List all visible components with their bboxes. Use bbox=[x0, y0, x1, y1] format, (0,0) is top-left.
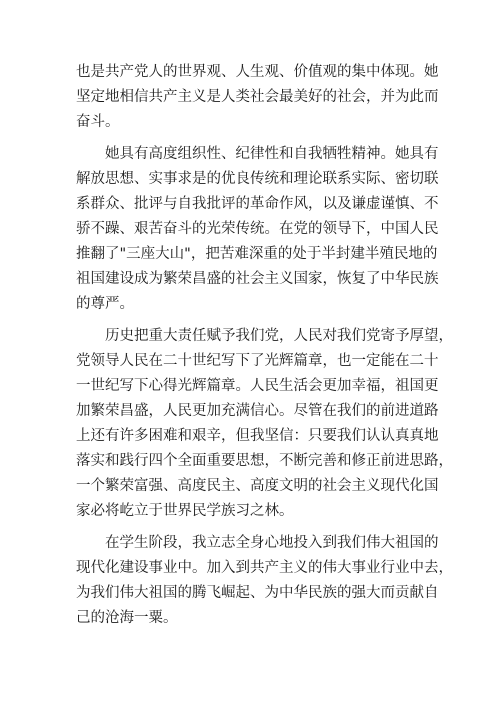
paragraph-line: 一个繁荣富强、高度民主、高度文明的社会主义现代化国 bbox=[76, 478, 439, 494]
paragraph-1 bbox=[76, 60, 439, 135]
paragraph-line: 上还有许多困难和艰辛，但我坚信：只要我们认认真真地 bbox=[76, 428, 439, 444]
document-body bbox=[76, 60, 453, 631]
paragraph-line: 历史把重大责任赋予我们党，人民对我们党寄予厚望， bbox=[105, 328, 453, 344]
paragraph-line: 推翻了"三座大山"，把苦难深重的处于半封建半殖民地的 bbox=[76, 246, 438, 262]
paragraph-4 bbox=[76, 531, 453, 631]
paragraph-line: 奋斗。 bbox=[76, 114, 120, 130]
paragraph-line: 也是共产党人的世界观、人生观、价值观的集中体现。她 bbox=[76, 64, 439, 80]
paragraph-line: 系群众、批评与自我批评的革命作风，以及谦虚谨慎、不 bbox=[76, 196, 439, 212]
paragraph-line: 为我们伟大祖国的腾飞崛起、为中华民族的强大而贡献自 bbox=[76, 585, 439, 601]
paragraph-line: 在学生阶段，我立志全身心地投入到我们伟大祖国的 bbox=[105, 535, 439, 551]
paragraph-line: 的尊严。 bbox=[76, 296, 134, 312]
paragraph-line: 现代化建设事业中。加入到共产主义的伟大事业行业中去， bbox=[76, 560, 453, 576]
paragraph-line: 己的沧海一粟。 bbox=[76, 610, 178, 626]
paragraph-2 bbox=[76, 142, 439, 317]
paragraph-line: 她具有高度组织性、纪律性和自我牺牲精神。她具有 bbox=[105, 146, 439, 162]
paragraph-line: 解放思想、实事求是的优良传统和理论联系实际、密切联 bbox=[76, 171, 439, 187]
paragraph-line: 党领导人民在二十世纪写下了光辉篇章，也一定能在二十 bbox=[76, 353, 439, 369]
paragraph-line: 家必将屹立于世界民学族习之林。 bbox=[76, 503, 294, 519]
paragraph-line: 加繁荣昌盛，人民更加充满信心。尽管在我们的前进道路 bbox=[76, 403, 439, 419]
paragraph-line: 落实和践行四个全面重要思想，不断完善和修正前进思路， bbox=[76, 453, 453, 469]
paragraph-line: 骄不躁、艰苦奋斗的光荣传统。在党的领导下，中国人民 bbox=[76, 221, 439, 237]
paragraph-line: 坚定地相信共产主义是人类社会最美好的社会，并为此而 bbox=[76, 89, 439, 105]
paragraph-line: 祖国建设成为繁荣昌盛的社会主义国家，恢复了中华民族 bbox=[76, 271, 439, 287]
paragraph-line: 一世纪写下心得光辉篇章。人民生活会更加幸福，祖国更 bbox=[76, 378, 439, 394]
paragraph-3 bbox=[76, 324, 453, 524]
